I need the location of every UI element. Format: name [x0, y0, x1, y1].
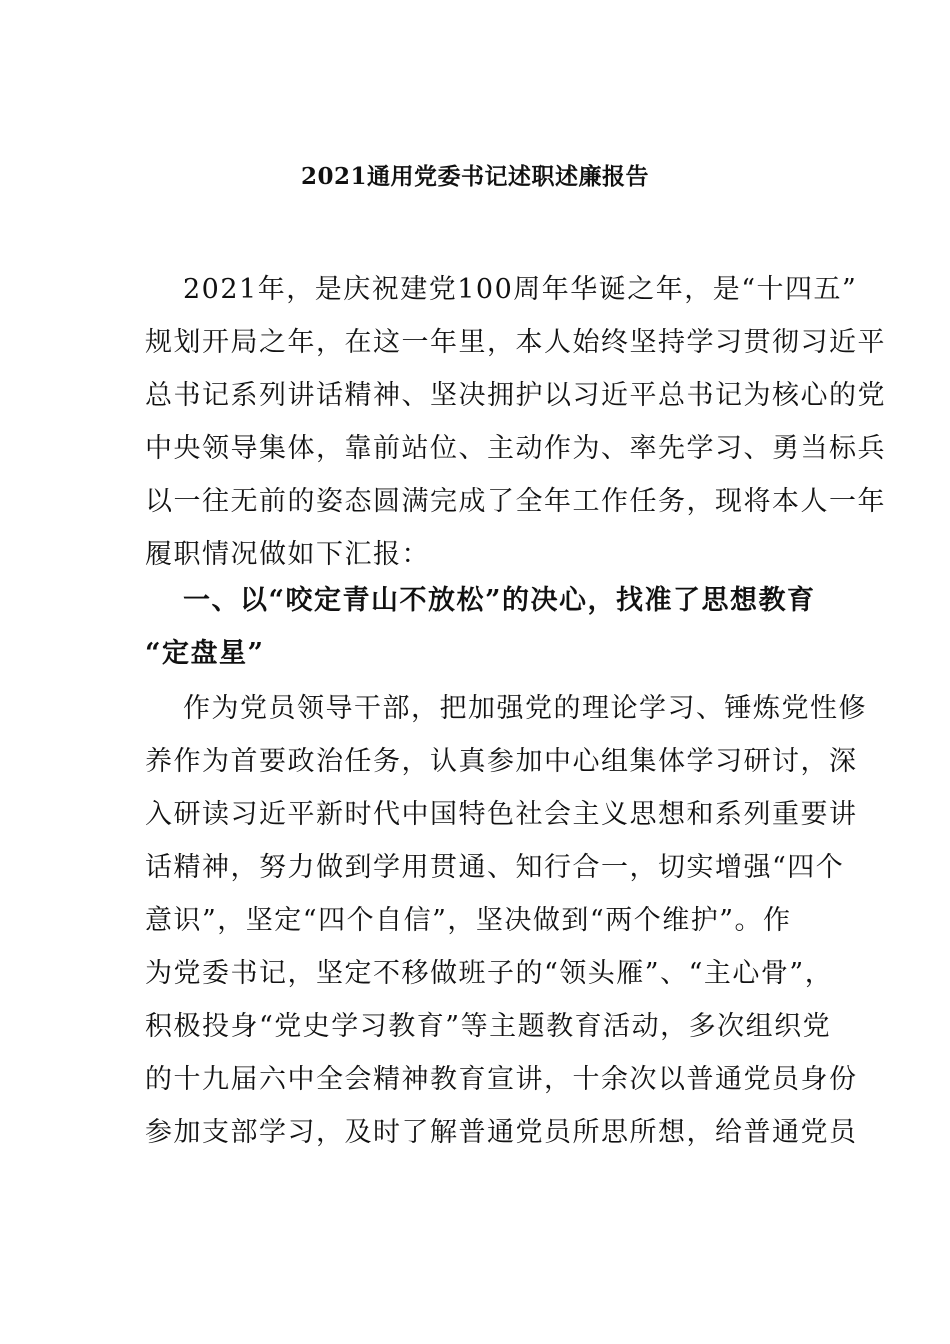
paragraph-line: 中央领导集体，靠前站位、主动作为、率先学习、勇当标兵 — [145, 433, 886, 464]
document-title: 2021通用党委书记述职述廉报告 — [300, 163, 649, 190]
section-heading-line: “定盘星” — [145, 638, 265, 669]
paragraph-line: 2021年，是庆祝建党100周年华诞之年，是“十四五” — [183, 274, 858, 305]
paragraph-line: 为党委书记，坚定不移做班子的“领头雁”、“主心骨”， — [145, 958, 834, 989]
intro-paragraph — [145, 263, 886, 581]
paragraph-line: 的十九届六中全会精神教育宣讲，十余次以普通党员身份 — [145, 1064, 858, 1095]
section-heading-line: 一、以“咬定青山不放松”的决心，找准了思想教育 — [183, 585, 816, 616]
section-paragraph — [145, 682, 867, 1159]
paragraph-line: 作为党员领导干部，把加强党的理论学习、锤炼党性修 — [183, 693, 867, 724]
paragraph-line: 意识”，坚定“四个自信”，坚决做到“两个维护”。作 — [145, 905, 792, 936]
paragraph-line: 积极投身“党史学习教育”等主题教育活动，多次组织党 — [145, 1011, 832, 1042]
paragraph-line: 话精神，努力做到学用贯通、知行合一，切实增强“四个 — [145, 852, 845, 883]
paragraph-line: 以一往无前的姿态圆满完成了全年工作任务，现将本人一年 — [145, 486, 886, 517]
paragraph-line: 规划开局之年，在这一年里，本人始终坚持学习贯彻习近平 — [145, 327, 886, 358]
section-heading — [145, 574, 816, 680]
paragraph-line: 总书记系列讲话精神、坚决拥护以习近平总书记为核心的党 — [145, 380, 886, 411]
paragraph-line: 参加支部学习，及时了解普通党员所思所想，给普通党员 — [145, 1117, 858, 1148]
paragraph-line: 履职情况做如下汇报： — [145, 539, 430, 570]
paragraph-line: 养作为首要政治任务，认真参加中心组集体学习研讨，深 — [145, 746, 858, 777]
paragraph-line: 入研读习近平新时代中国特色社会主义思想和系列重要讲 — [145, 799, 858, 830]
